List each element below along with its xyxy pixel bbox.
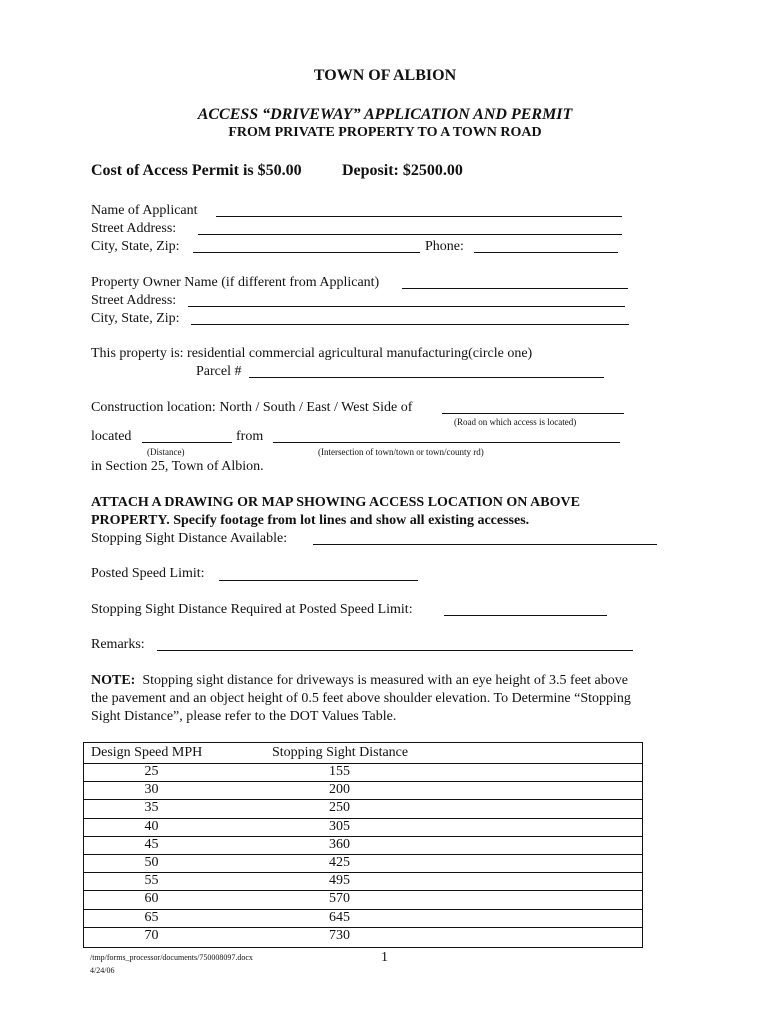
applicant-phone-field[interactable] (474, 252, 618, 253)
sight-required-label: Stopping Sight Distance Required at Posted Speed Limit: (91, 602, 413, 617)
road-caption: (Road on which access is located) (454, 417, 577, 427)
section-text: in Section 25, Town of Albion. (91, 459, 264, 474)
applicant-name-field[interactable] (216, 216, 622, 217)
table-row (84, 763, 642, 782)
attach-instruction-line2: PROPERTY. Specify footage from lot lines and show all existing accesses. (91, 513, 530, 528)
table-row (84, 927, 642, 946)
applicant-phone-label: Phone: (425, 239, 464, 254)
town-title: TOWN OF ALBION (313, 67, 457, 84)
page-number: 1 (381, 950, 388, 965)
deposit-amount: Deposit: $2500.00 (342, 162, 463, 179)
applicant-city-field[interactable] (193, 252, 420, 253)
applicant-street-label: Street Address: (91, 221, 177, 236)
table-cell-speed: 55 (144, 873, 159, 889)
table-row (84, 872, 642, 891)
table-header-speed: Design Speed MPH (91, 745, 203, 760)
table-cell-distance: 645 (329, 909, 350, 925)
owner-city-label: City, State, Zip: (91, 311, 180, 326)
table-cell-distance: 495 (329, 873, 350, 889)
table-cell-speed: 45 (144, 836, 159, 852)
footer-date: 4/24/06 (90, 966, 115, 975)
speed-limit-field[interactable] (219, 580, 418, 581)
remarks-field[interactable] (157, 650, 633, 651)
owner-street-field[interactable] (188, 306, 625, 307)
parcel-label: Parcel # (196, 364, 242, 379)
note-line1 (91, 673, 628, 689)
sight-required-field[interactable] (444, 615, 607, 616)
intersection-field[interactable] (273, 442, 620, 443)
attach-instruction-line1: ATTACH A DRAWING OR MAP SHOWING ACCESS LOCATION ON ABOVE (91, 495, 580, 510)
owner-street-label: Street Address: (91, 293, 177, 308)
intersection-caption: (Intersection of town/town or town/county rd) (318, 447, 484, 457)
note-line3: Sight Distance”, please refer to the DOT Values Table. (91, 709, 397, 724)
table-cell-speed: 35 (144, 800, 159, 816)
owner-city-field[interactable] (191, 324, 629, 325)
applicant-city-label: City, State, Zip: (91, 239, 180, 254)
property-type-text: This property is: residential commercial agricultural manufacturing(circle one) (91, 346, 533, 361)
table-row (84, 781, 642, 800)
construction-location-label: Construction location: North / South / East / West Side of (91, 400, 413, 415)
parcel-field[interactable] (249, 377, 604, 378)
table-cell-distance: 155 (329, 764, 350, 779)
table-row (84, 909, 642, 928)
dot-values-table (83, 742, 643, 948)
table-cell-speed: 30 (144, 782, 159, 798)
remarks-label: Remarks: (91, 637, 145, 652)
owner-name-label: Property Owner Name (if different from Applicant) (91, 275, 380, 290)
table-cell-speed: 60 (144, 891, 159, 907)
table-row (84, 890, 642, 909)
note-line2: the pavement and an object height of 0.5 feet above shoulder elevation. To Determine “Stopping (91, 691, 631, 706)
table-row (84, 818, 642, 837)
table-cell-distance: 305 (329, 818, 350, 834)
table-cell-speed: 50 (144, 855, 159, 870)
table-cell-distance: 360 (329, 836, 350, 852)
distance-field[interactable] (142, 442, 232, 443)
table-header-distance: Stopping Sight Distance (272, 745, 409, 760)
footer-path: /tmp/forms_processor/documents/750008097.docx (90, 953, 253, 962)
table-row (84, 854, 642, 873)
table-cell-speed: 25 (144, 764, 159, 779)
form-subtitle: FROM PRIVATE PROPERTY TO A TOWN ROAD (228, 125, 542, 140)
note-label: NOTE: (91, 673, 136, 688)
located-label: located (91, 429, 132, 444)
sight-available-field[interactable] (313, 544, 657, 545)
applicant-name-label: Name of Applicant (91, 203, 198, 218)
table-cell-speed: 65 (144, 909, 159, 925)
table-row (84, 836, 642, 855)
table-cell-distance: 570 (329, 891, 350, 907)
table-cell-distance: 425 (329, 855, 350, 870)
distance-caption: (Distance) (147, 447, 185, 457)
sight-available-label: Stopping Sight Distance Available: (91, 531, 288, 546)
owner-name-field[interactable] (402, 288, 628, 289)
note-text1: Stopping sight distance for driveways is measured with an eye height of 3.5 feet above (142, 673, 628, 688)
table-cell-speed: 40 (144, 818, 159, 834)
permit-cost: Cost of Access Permit is $50.00 (91, 162, 302, 179)
speed-limit-label: Posted Speed Limit: (91, 566, 205, 581)
table-cell-distance: 250 (329, 800, 350, 816)
applicant-street-field[interactable] (198, 234, 622, 235)
table-cell-distance: 200 (329, 782, 350, 798)
from-label: from (236, 429, 264, 444)
table-cell-speed: 70 (144, 927, 159, 943)
form-title: ACCESS “DRIVEWAY” APPLICATION AND PERMIT (197, 106, 573, 123)
table-cell-distance: 730 (329, 927, 350, 943)
table-row (84, 799, 642, 818)
road-field[interactable] (442, 413, 624, 414)
